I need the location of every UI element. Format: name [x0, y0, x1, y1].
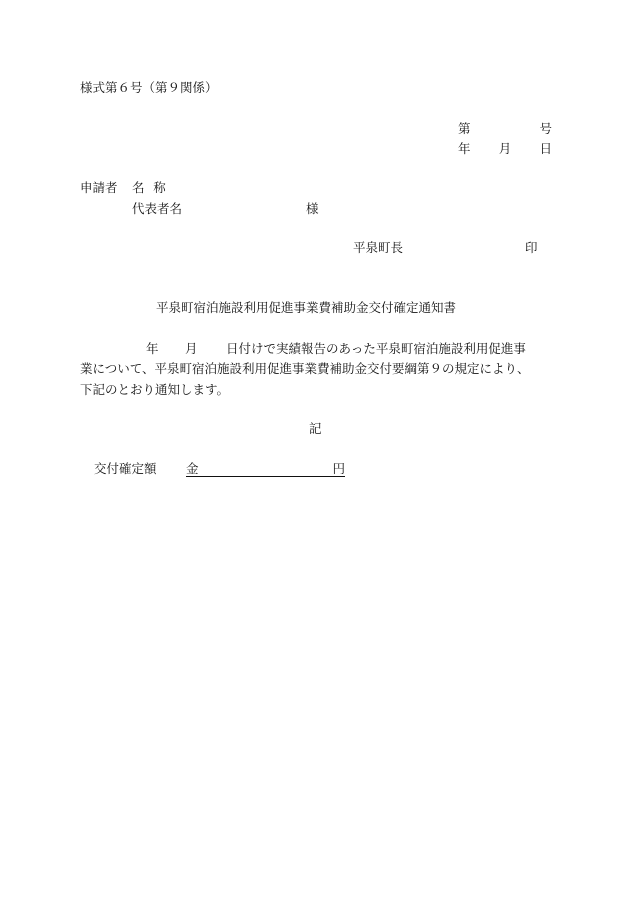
issue-date-row [458, 143, 552, 156]
body-line-1-text: 日付けで実績報告のあった平泉町宿泊施設利用促進事 [226, 341, 526, 356]
date-month-label: 月 [498, 141, 512, 156]
body-month-label: 月 [185, 341, 198, 356]
ki-heading: 記 [309, 421, 322, 436]
body-year-label: 年 [146, 341, 159, 356]
amount-prefix: 金 [186, 461, 199, 476]
confirmed-amount-field [186, 463, 345, 477]
honorific-sama: 様 [306, 201, 319, 216]
issuer-title: 平泉町長 [353, 240, 404, 255]
confirmed-amount-label: 交付確定額 [94, 461, 157, 476]
body-line-3: 下記のとおり通知します。 [80, 382, 230, 397]
document-number-prefix: 第 [458, 121, 471, 136]
amount-suffix: 円 [332, 461, 345, 476]
representative-label: 代表者名 [132, 201, 183, 216]
seal-mark: 印 [525, 240, 538, 255]
document-number-row [458, 123, 552, 136]
form-number: 様式第６号（第９関係） [80, 80, 218, 95]
document-number-suffix: 号 [539, 121, 552, 136]
applicant-label: 申請者 [80, 180, 118, 195]
date-year-label: 年 [458, 141, 471, 156]
document-title: 平泉町宿泊施設利用促進事業費補助金交付確定通知書 [156, 300, 457, 315]
applicant-name-label: 名称 [132, 180, 175, 195]
date-day-label: 日 [539, 141, 552, 156]
body-line-2: 業について、平泉町宿泊施設利用促進事業費補助金交付要綱第９の規定により、 [80, 361, 530, 376]
